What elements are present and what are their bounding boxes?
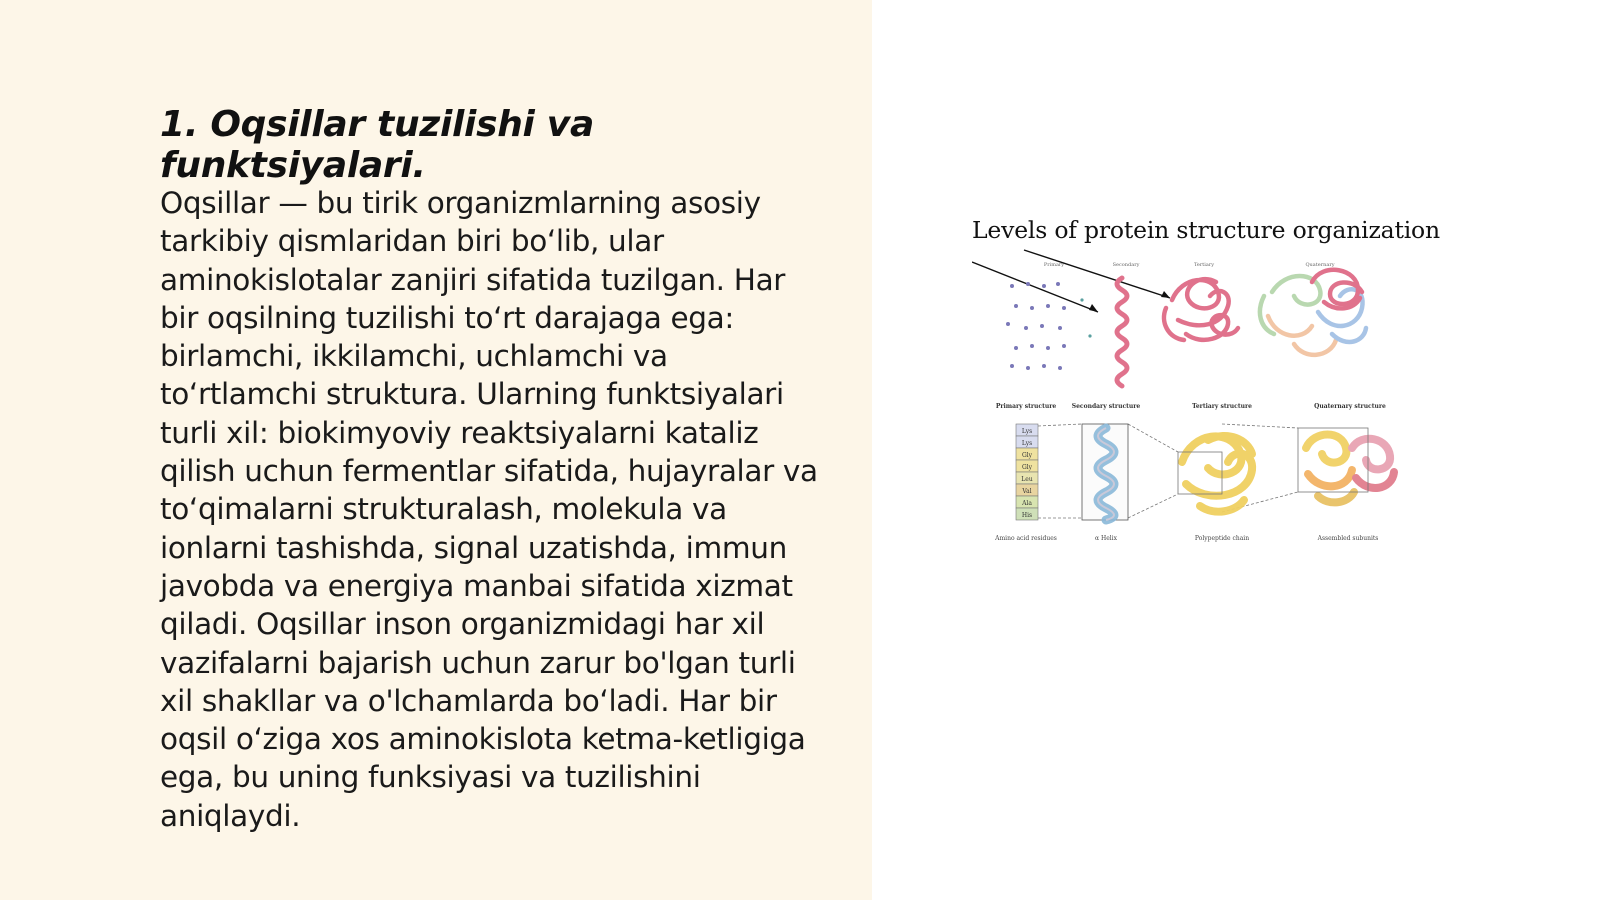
aa-label-2: Lys [1021,440,1033,447]
arrow-head-1 [1089,304,1098,312]
tertiary-ribbon-top [1164,279,1238,340]
top-label-tertiary: Tertiary [1193,262,1215,268]
connector-lines [1038,424,1298,518]
aa-label-1: Lys [1021,428,1033,435]
aa-label-3: Gly [1021,452,1033,459]
pointer-arrow-1 [972,262,1098,312]
aa-label-4: Gly [1021,464,1033,471]
bottom-header-tertiary: Tertiary structure [1192,403,1252,410]
bottom-header-secondary: Secondary structure [1071,403,1141,410]
bottom-header-quaternary: Quaternary structure [1314,403,1386,410]
aa-label-5: Leu [1021,476,1033,483]
top-label-secondary: Secondary [1112,262,1140,268]
slide-title: 1. Oqsillar tuzilishi va funktsiyalari. [160,104,594,186]
aa-label-8: His [1021,512,1033,519]
figure-illustration [972,212,1440,562]
amino-acid-column [1016,424,1038,520]
slide-body-text: Oqsillar — bu tirik organizmlarning asosiy tarkibiy qismlaridan biri bo‘lib, ular aminokislotalar zanjiri sifatida tuzilgan. Har bir oqsilning tuzilishi to‘rt darajaga ega: birlamchi, ikkilamchi, uchlamchi va to‘rtlamchi struktura. Ularning funktsiyalari turli xil: biokimyoviy reaktsiyalarni kataliz qilish uchun fermentlar sifatida, hujayralar va to‘qimalarni strukturalash, molekula va ionlarni tashishda, signal uzatishda, immun javobda va energiya manbai sifatida xizmat qiladi. Oqsillar inson organizmidagi har xil vazifalarni bajarish uchun zarur bo'lgan turli xil shakllar va o'lchamlarda bo‘ladi. Har bir oqsil o‘ziga xos aminokislota ketma-ketligiga ega, bu uning funksiyasi va tuzilishini aniqlaydi. [160,186,818,833]
tertiary-polypeptide [1182,436,1252,512]
caption-primary: Amino acid residues [995,535,1057,542]
caption-quaternary: Assembled subunits [1317,535,1379,542]
bottom-header-primary: Primary structure [995,403,1057,410]
top-label-quaternary: Quaternary [1305,262,1335,268]
protein-structure-figure [972,212,1440,562]
primary-dots [1006,282,1092,370]
arrow-head-2 [1161,291,1170,298]
caption-tertiary: Polypeptide chain [1194,535,1250,542]
secondary-helix-top [1117,278,1127,386]
caption-secondary: α Helix [1095,535,1117,542]
aa-label-7: Ala [1022,500,1032,507]
top-label-primary: Primary [1043,262,1065,268]
aa-label-6: Val [1022,488,1032,495]
quaternary-assembly-top [1260,270,1366,355]
figure-title: Levels of protein structure organization [972,216,1440,244]
